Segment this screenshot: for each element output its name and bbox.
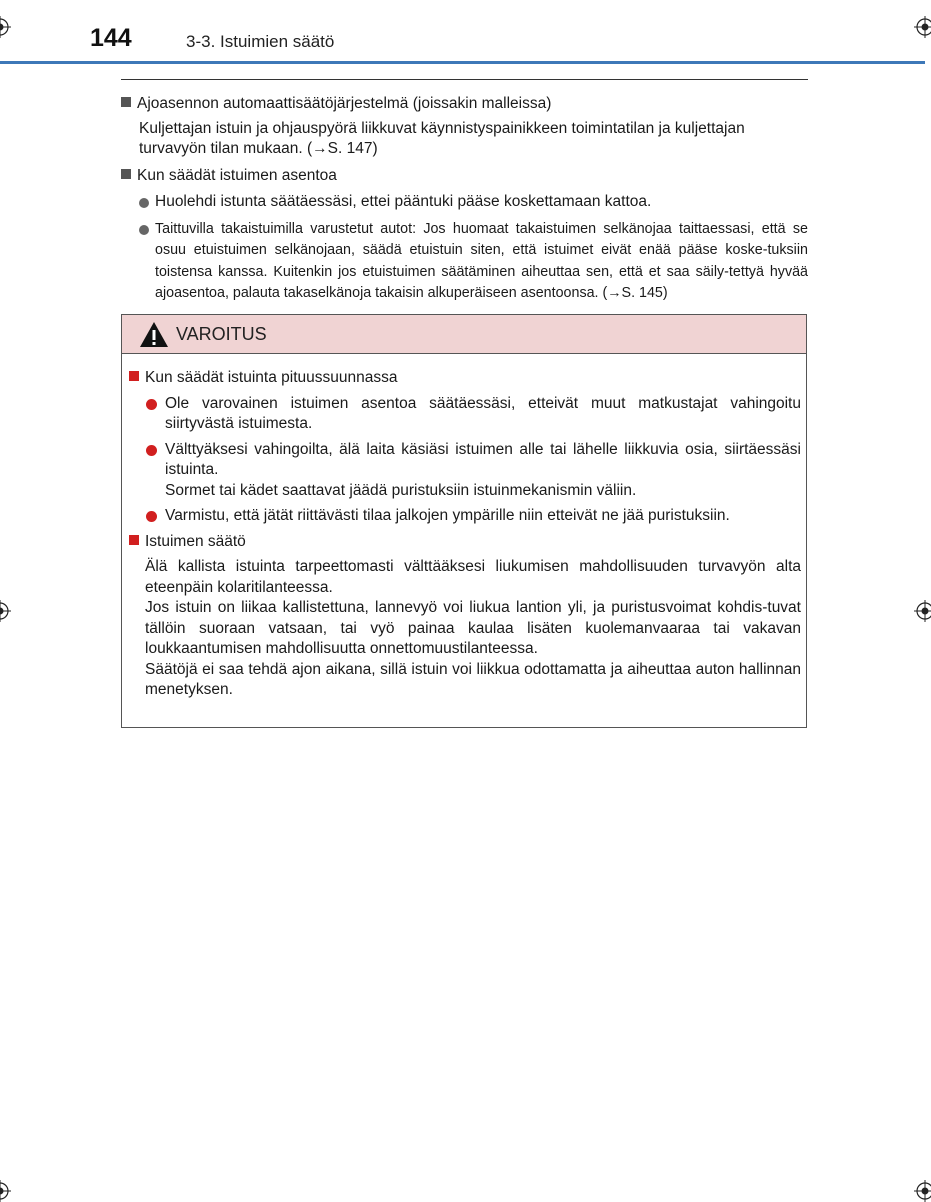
warning-body — [122, 354, 806, 701]
warning-section-heading — [129, 368, 801, 389]
list-item-text: Huolehdi istunta säätäessäsi, ettei pääntuki pääse koskettamaan kattoa. — [155, 193, 652, 210]
warning-list-item-text: Ole varovainen istuimen asentoa säätäessäsi, etteivät muut matkustajat vahingoitu siirtyvästä istuimesta. — [165, 394, 801, 432]
warning-list-item-text: Varmistu, että jätät riittävästi tilaa jalkojen ympärille niin etteivät ne jää puristuksiin. — [165, 507, 730, 524]
warning-header — [122, 315, 806, 354]
registration-mark-icon — [914, 600, 931, 622]
list-item-text: Taittuvilla takaistuimilla varustetut autot: Jos huomaat takaistuimen selkänojaa taittaessasi, että se osuu etuistuimen selkänojaan, säädä etuistuin siten, että istuimet eivät enää pääse koske-tuksiin toistensa kanssa. Kuitenkin jos etuistuimen säätäminen aiheuttaa sen, että et saa säily-tettyä hyvää ajoasentoa, palauta takaselkänoja takaisin alkuperäiseen asentoonsa. (→S. 145) — [155, 220, 808, 301]
section-heading — [121, 94, 808, 115]
red-round-bullet-icon — [146, 445, 157, 456]
list-item — [139, 219, 808, 305]
section-title: 3-3. Istuimien säätö — [186, 32, 335, 51]
square-bullet-icon — [121, 97, 131, 107]
section-heading-text: Kun säädät istuimen asentoa — [137, 166, 337, 184]
warning-paragraph: Älä kallista istuinta tarpeettomasti välttääksesi liukumisen mahdollisuuden turvavyön alta eteenpäin kolaritilanteessa. — [145, 558, 801, 596]
warning-section-heading — [129, 532, 801, 553]
registration-mark-icon — [914, 16, 931, 38]
square-bullet-icon — [121, 169, 131, 179]
warning-list-item-line: Välttyäksesi vahingoilta, älä laita käsiäsi istuimen alle tai lähelle liikkuvia osia, siirtäessäsi istuinta. — [165, 440, 801, 478]
registration-mark-icon — [914, 1180, 931, 1202]
section-heading — [121, 166, 808, 187]
red-square-bullet-icon — [129, 535, 139, 545]
registration-mark-icon — [0, 16, 11, 38]
content-divider — [121, 79, 808, 80]
warning-section-heading-text: Istuimen säätö — [145, 532, 246, 550]
main-content — [121, 92, 808, 305]
warning-list-item-extra: Sormet tai kädet saattavat jäädä puristuksiin istuinmekanismin väliin. — [165, 481, 637, 499]
header-rule — [0, 61, 925, 64]
section-heading-text: Ajoasennon automaattisäätöjärjestelmä (joissakin malleissa) — [137, 95, 552, 112]
warning-paragraph: Säätöjä ei saa tehdä ajon aikana, sillä istuin voi liikkua odottamatta ja aiheuttaa auton hallinnan menetyksen. — [145, 660, 801, 698]
warning-list-item — [146, 506, 801, 527]
warning-list-item-text — [165, 440, 801, 502]
round-bullet-icon — [139, 198, 149, 208]
red-round-bullet-icon — [146, 511, 157, 522]
registration-mark-icon — [0, 600, 11, 622]
red-round-bullet-icon — [146, 399, 157, 410]
section-paragraph: Kuljettajan istuin ja ohjauspyörä liikkuvat käynnistyspainikkeen toimintatilan ja kuljettajan turvavyön tilan mukaan. (→S. 147) — [139, 119, 745, 157]
registration-mark-icon — [0, 1180, 11, 1202]
warning-paragraph: Jos istuin on liikaa kallistettuna, lannevyö voi liukua lantion yli, ja puristusvoimat kohdis-tuvat tällöin suoraan vatsaan, tai vyö painaa kaulaa lisäten kuolemanvaaraa tai vakavan loukkaantumisen mahdollisuutta onnettomuustilanteessa. — [145, 599, 801, 657]
red-square-bullet-icon — [129, 371, 139, 381]
warning-section-heading-text: Kun säädät istuinta pituussuunnassa — [145, 369, 398, 386]
page-number: 144 — [90, 24, 132, 52]
warning-title: VAROITUS — [176, 323, 267, 344]
warning-list-item — [146, 394, 801, 435]
list-item — [139, 192, 808, 213]
warning-list-item — [146, 440, 801, 502]
round-bullet-icon — [139, 225, 149, 235]
warning-triangle-icon — [139, 321, 169, 348]
warning-box — [121, 314, 807, 728]
